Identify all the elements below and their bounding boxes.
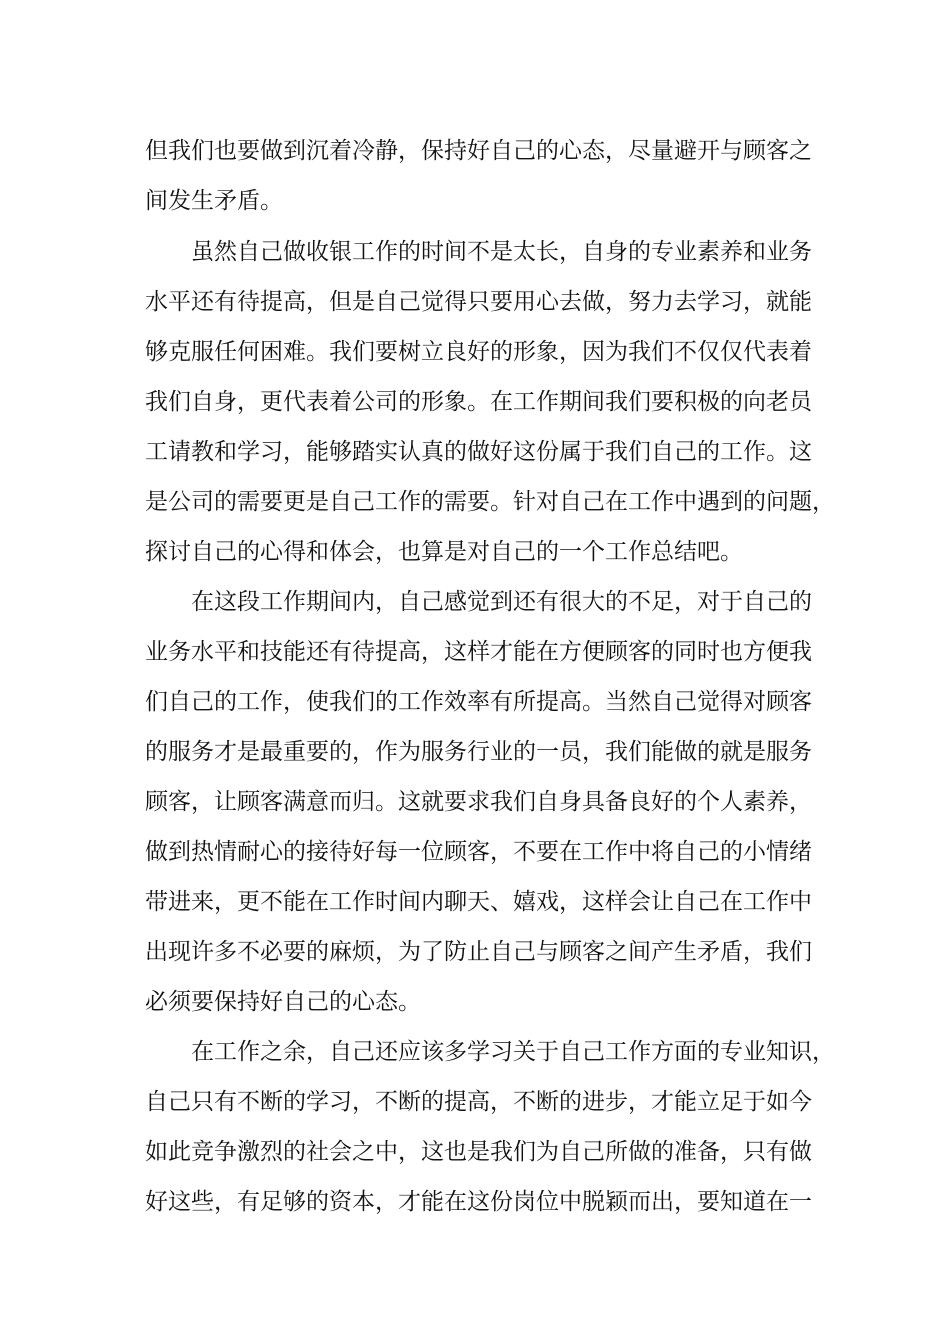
text-line: 工请教和学习，能够踏实认真的做好这份属于我们自己的工作。这 bbox=[145, 439, 812, 465]
text-line: 间发生矛盾。 bbox=[145, 188, 283, 214]
text-line: 做到热情耐心的接待好每一位顾客，不要在工作中将自己的小情绪 bbox=[145, 839, 812, 865]
text-line: 出现许多不必要的麻烦，为了防止自己与顾客之间产生矛盾，我们 bbox=[145, 939, 812, 965]
text-line: 如此竞争激烈的社会之中，这也是我们为自己所做的准备，只有做 bbox=[145, 1139, 812, 1165]
text-line: 们自己的工作，使我们的工作效率有所提高。当然自己觉得对顾客 bbox=[145, 689, 812, 715]
text-line: 水平还有待提高，但是自己觉得只要用心去做，努力去学习，就能 bbox=[145, 289, 812, 315]
text-line: 在工作之余，自己还应该多学习关于自己工作方面的专业知识， bbox=[191, 1039, 835, 1065]
text-line: 自己只有不断的学习，不断的提高，不断的进步，才能立足于如今 bbox=[145, 1089, 812, 1115]
text-line: 在这段工作期间内，自己感觉到还有很大的不足，对于自己的 bbox=[191, 589, 812, 615]
text-line: 虽然自己做收银工作的时间不是太长，自身的专业素养和业务 bbox=[191, 239, 812, 265]
text-line: 够克服任何困难。我们要树立良好的形象，因为我们不仅仅代表着 bbox=[145, 339, 812, 365]
text-line: 但我们也要做到沉着冷静，保持好自己的心态，尽量避开与顾客之 bbox=[145, 138, 812, 164]
text-line: 顾客，让顾客满意而归。这就要求我们自身具备良好的个人素养， bbox=[145, 789, 812, 815]
text-line: 必须要保持好自己的心态。 bbox=[145, 989, 421, 1015]
text-line: 带进来，更不能在工作时间内聊天、嬉戏，这样会让自己在工作中 bbox=[145, 889, 812, 915]
text-line: 是公司的需要更是自己工作的需要。针对自己在工作中遇到的问题， bbox=[145, 489, 835, 515]
text-line: 探讨自己的心得和体会，也算是对自己的一个工作总结吧。 bbox=[145, 539, 743, 565]
text-line: 好这些，有足够的资本，才能在这份岗位中脱颖而出，要知道在一 bbox=[145, 1189, 812, 1215]
text-line: 的服务才是最重要的，作为服务行业的一员，我们能做的就是服务 bbox=[145, 739, 812, 765]
text-line: 我们自身，更代表着公司的形象。在工作期间我们要积极的向老员 bbox=[145, 389, 812, 415]
text-line: 业务水平和技能还有待提高，这样才能在方便顾客的同时也方便我 bbox=[145, 639, 812, 665]
